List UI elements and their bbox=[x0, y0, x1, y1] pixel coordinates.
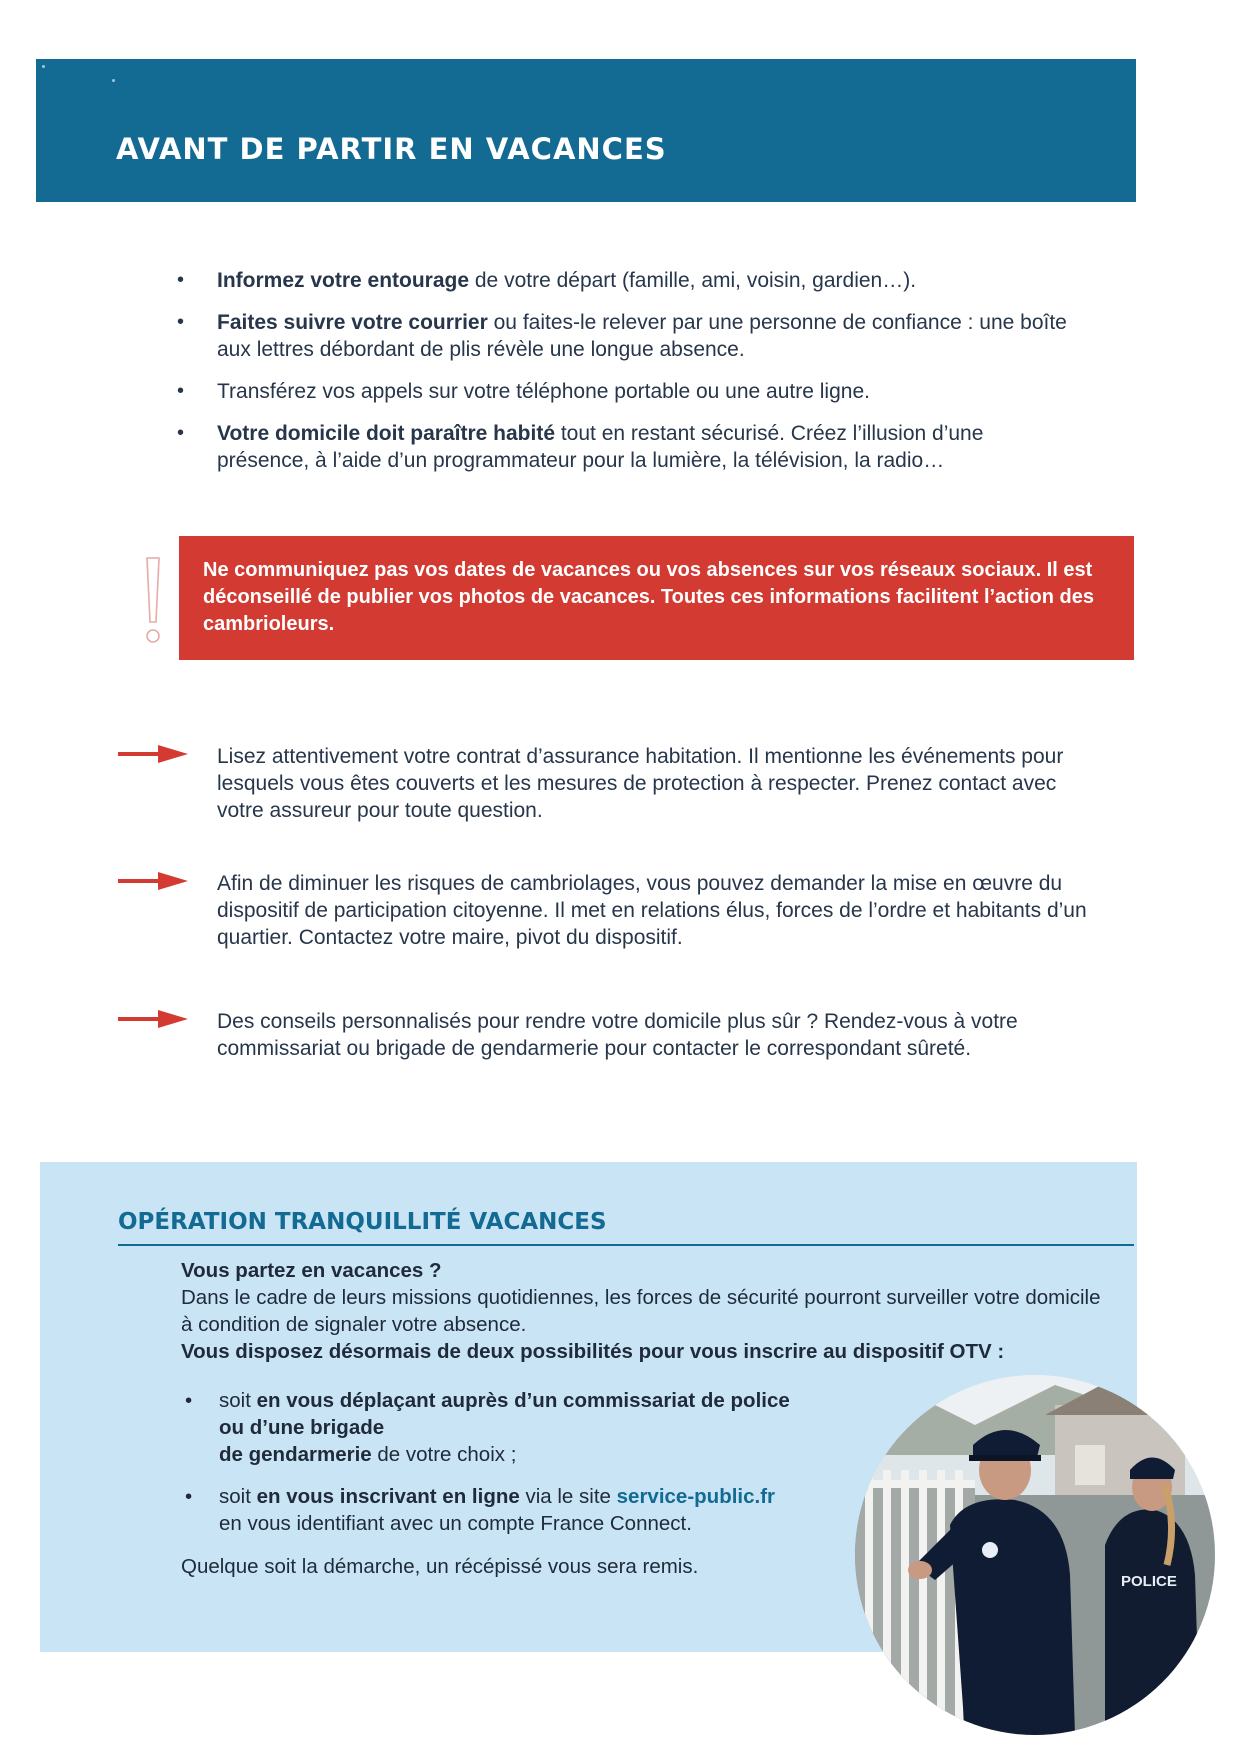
otv-intro: Dans le cadre de leurs missions quotidiennes, les forces de sécurité pourront surveiller votre domicile à condition de signaler votre absence. bbox=[181, 1286, 1101, 1336]
warning-box bbox=[179, 536, 1134, 660]
list-item bbox=[168, 378, 1068, 405]
list-item bbox=[168, 309, 1068, 363]
service-public-link[interactable]: service-public.fr bbox=[616, 1485, 776, 1508]
option-bold: de gendarmerie bbox=[219, 1443, 372, 1466]
police-photo-illustration bbox=[855, 1375, 1215, 1735]
list-item bbox=[168, 420, 1068, 474]
otv-question: Vous partez en vacances ? bbox=[181, 1259, 442, 1282]
divider bbox=[118, 1244, 1134, 1246]
police-label: POLICE bbox=[1121, 1573, 1177, 1590]
option-bold: en vous déplaçant auprès d’un commissariat de police bbox=[256, 1389, 790, 1412]
exclamation-icon bbox=[140, 556, 166, 648]
tip-bold: Votre domicile doit paraître habité bbox=[217, 422, 556, 445]
tip-text: de votre départ (famille, ami, voisin, gardien…). bbox=[469, 269, 917, 292]
tip-text: Transférez vos appels sur votre téléphone portable ou une autre ligne. bbox=[217, 380, 870, 403]
option-bold: ou d’une brigade bbox=[219, 1416, 385, 1439]
arrow-right-icon bbox=[118, 1010, 188, 1028]
police-photo bbox=[855, 1375, 1215, 1735]
advice-text: Afin de diminuer les risques de cambriolages, vous pouvez demander la mise en œuvre du dispositif de participation citoyenne. Il met en relations élus, forces de l’ordre et habitants d’un quartier. Contactez votre maire, pivot du dispositif. bbox=[217, 872, 1087, 949]
otv-note: Quelque soit la démarche, un récépissé vous sera remis. bbox=[181, 1555, 699, 1578]
otv-title: OPÉRATION TRANQUILLITÉ VACANCES bbox=[118, 1209, 607, 1235]
header-banner bbox=[36, 59, 1136, 202]
otv-options-lead: Vous disposez désormais de deux possibilités pour vous inscrire au dispositif OTV : bbox=[181, 1340, 1005, 1363]
page-title: AVANT DE PARTIR EN VACANCES bbox=[116, 132, 667, 166]
tip-text: ou faites-le relever par une personne de confiance : une boîte aux lettres débordant de plis révèle une longue absence. bbox=[217, 311, 1067, 361]
arrow-right-icon bbox=[118, 745, 188, 763]
option-prefix: soit bbox=[219, 1389, 257, 1412]
tip-bold: Faites suivre votre courrier bbox=[217, 311, 488, 334]
advice-text: Des conseils personnalisés pour rendre votre domicile plus sûr ? Rendez-vous à votre commissariat ou brigade de gendarmerie pour contacter le correspondant sûreté. bbox=[217, 1010, 1018, 1060]
option-suffix: en vous identifiant avec un compte France Connect. bbox=[219, 1512, 692, 1535]
list-item bbox=[168, 267, 1068, 294]
scan-artifact bbox=[112, 79, 115, 82]
option-middle: via le site bbox=[519, 1485, 617, 1508]
advice-text: Lisez attentivement votre contrat d’assurance habitation. Il mentionne les événements pour lesquels vous êtes couverts et les mesures de protection à respecter. Prenez contact avec votre assureur pour toute question. bbox=[217, 745, 1064, 822]
arrow-right-icon bbox=[118, 872, 188, 890]
option-bold: en vous inscrivant en ligne bbox=[256, 1485, 520, 1508]
option-prefix: soit bbox=[219, 1485, 257, 1508]
tips-list bbox=[168, 267, 1068, 489]
warning-text: Ne communiquez pas vos dates de vacances ou vos absences sur vos réseaux sociaux. Il est déconseillé de publier vos photos de vacances. Toutes ces informations facilitent l’action des cambrioleurs. bbox=[203, 559, 1094, 635]
tip-text: tout en restant sécurisé. Créez l’illusion d’une présence, à l’aide d’un programmateur pour la lumière, la télévision, la radio… bbox=[217, 422, 984, 472]
scan-artifact bbox=[42, 65, 45, 68]
option-suffix: de votre choix ; bbox=[371, 1443, 517, 1466]
tip-bold: Informez votre entourage bbox=[217, 269, 470, 292]
